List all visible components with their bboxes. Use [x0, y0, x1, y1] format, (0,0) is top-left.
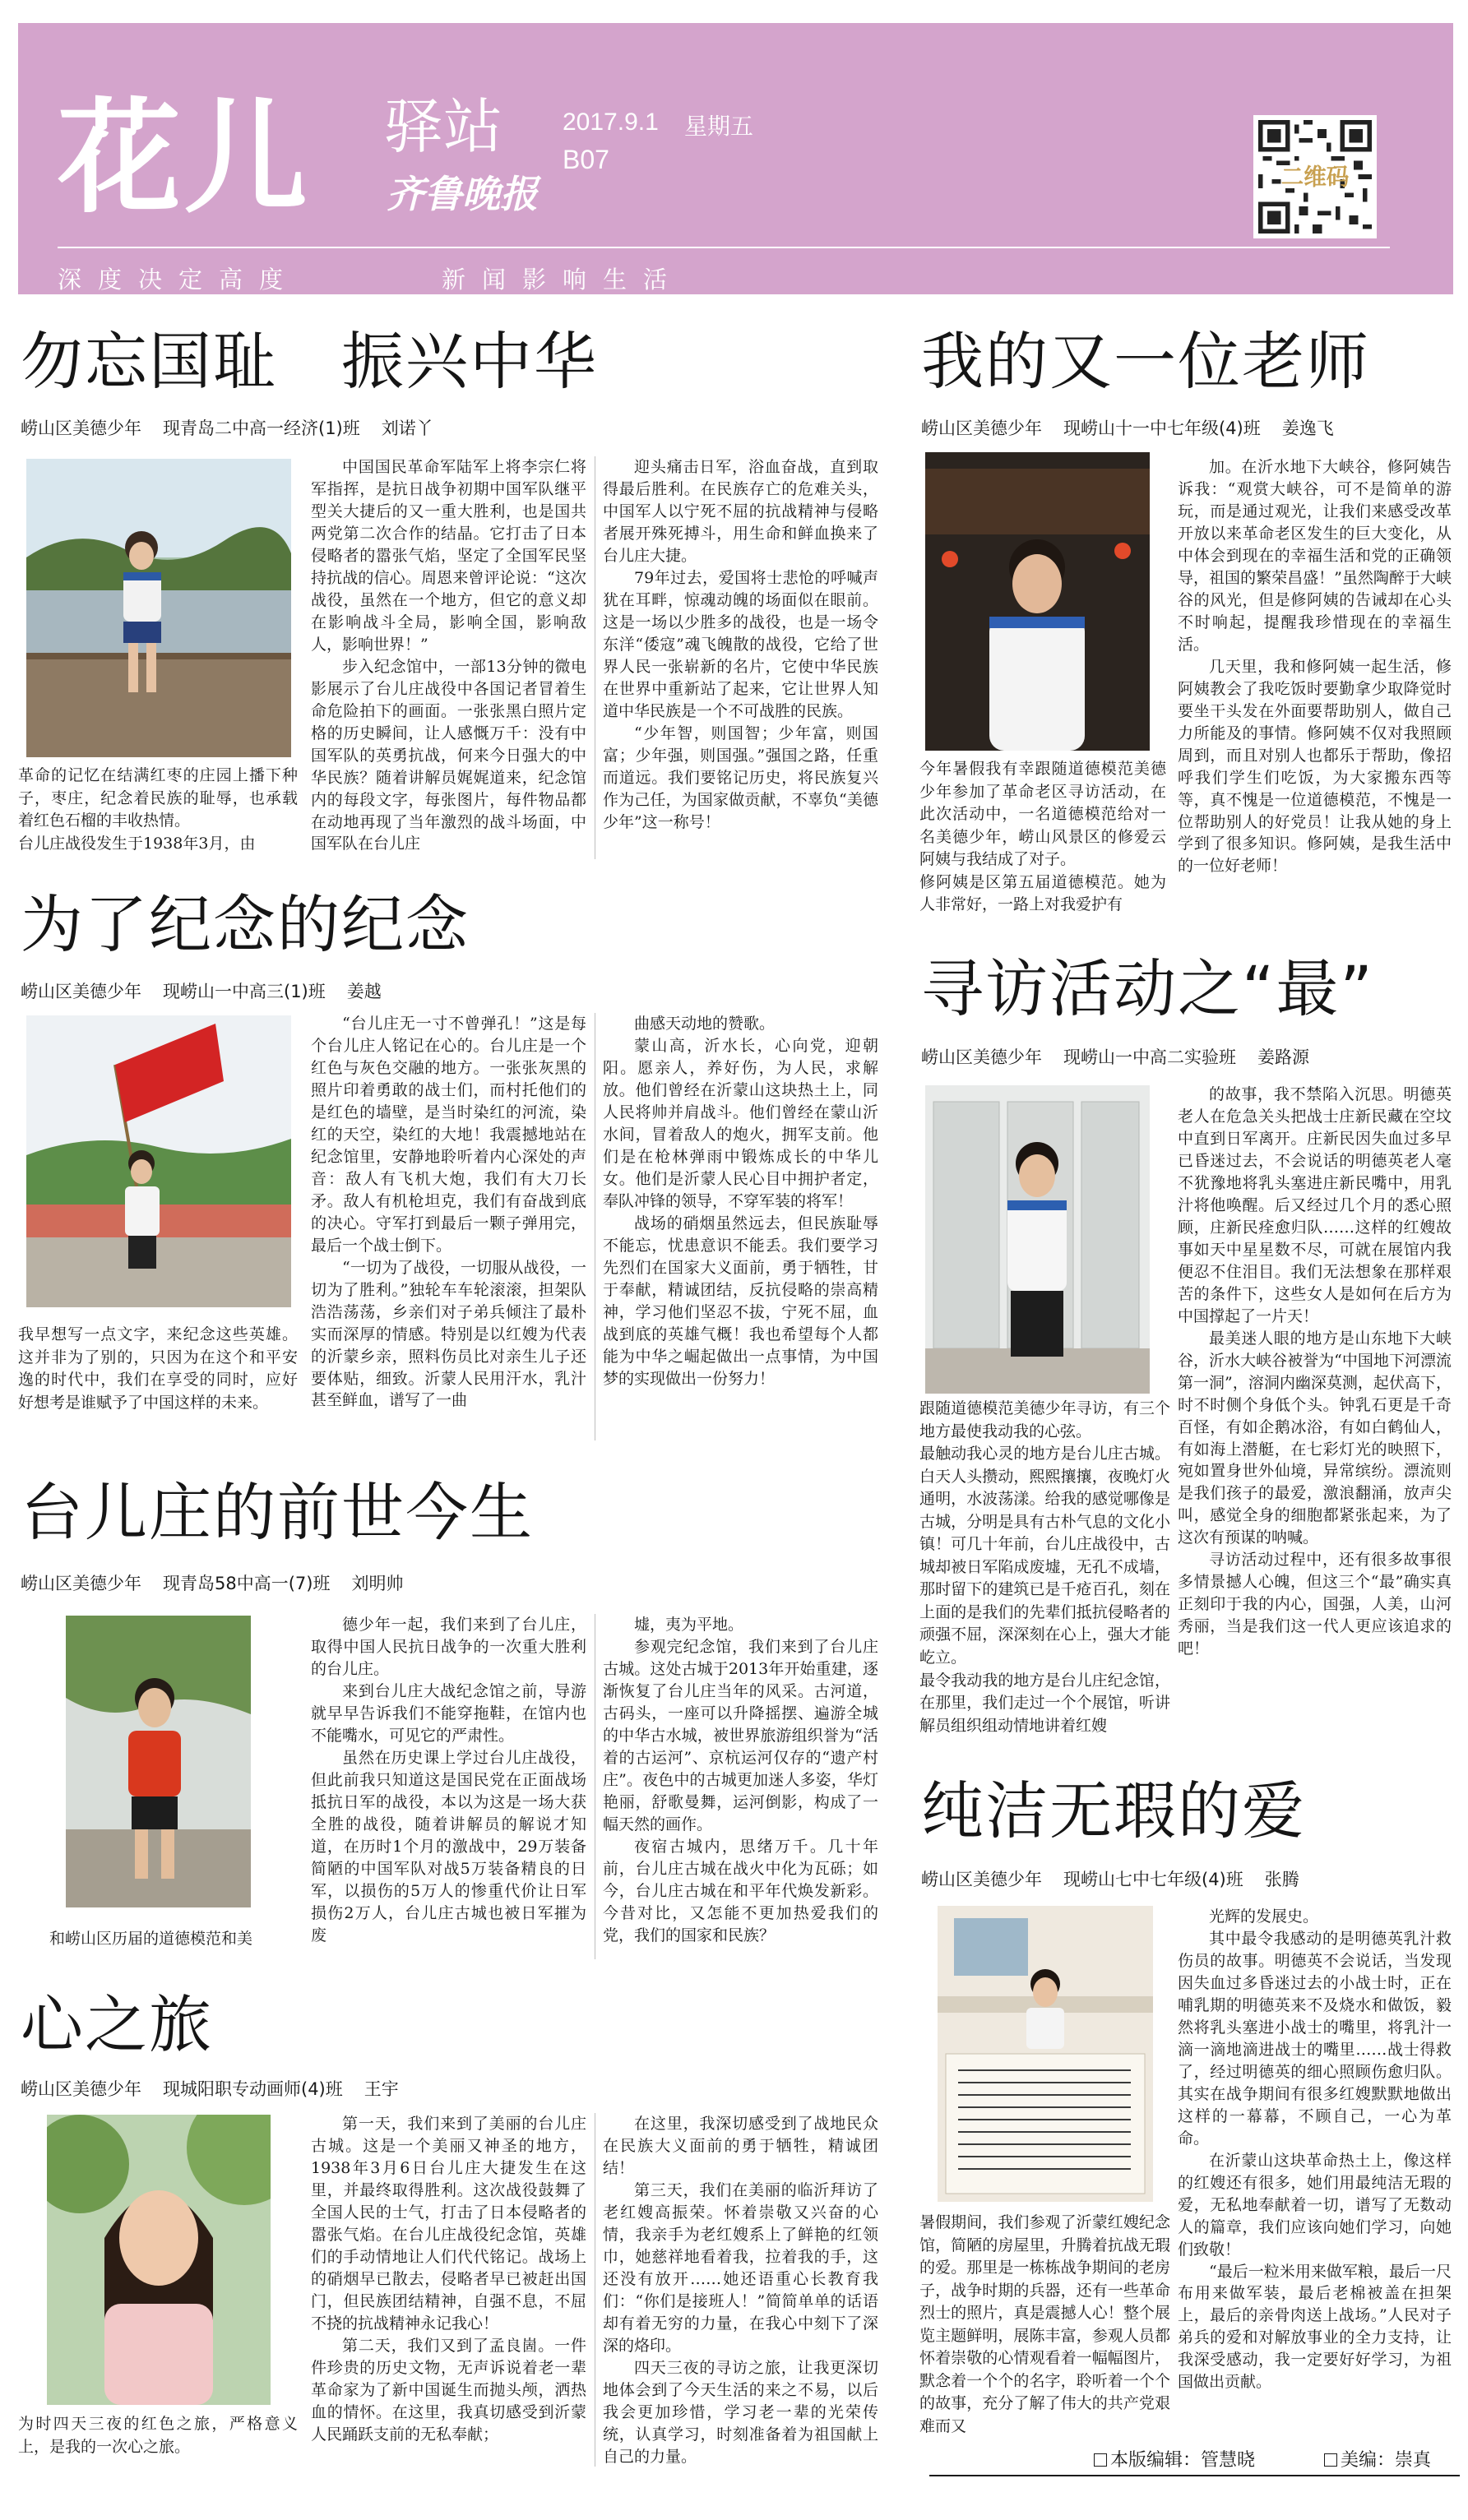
article-byline	[21, 978, 403, 1003]
byline-school: 现崂山七中七年级(4)班	[1063, 1870, 1243, 1889]
slogan-right: 新闻影响生活	[442, 266, 684, 294]
article-column: 光辉的发展史。 其中最令我感动的是明德英乳汁救伤员的故事。明德英不会说话，当发现因失血过多昏迷过去的小战士时，正在哺乳期的明德英来不及烧水和做饭，毅然将乳头塞进小战士的嘴里，将乳汁一滴一滴地滴进战士的嘴里……战士得救了，经过明德英的细心照顾伤愈归队。其实在战争期间有很多红嫂默默地做出这样的一幕幕，不顾自己，一心为革命。 在沂蒙山这块革命热土上，像这样的红嫂还有很多，她们用最纯洁无瑕的爱，无私地奉献着一切，谱写了无数动人的篇章，我们应该向她们学习，向她们致敬！ “最后一粒米用来做军粮，最后一尺布用来做军装，最后老棉被盖在担架上，最后的亲骨肉送上战场。”人民对子弟兵的爱和对解放事业的全力支持，让我深受感动，我一定要好好学习，为祖国做出贡献。	[1178, 1907, 1452, 2392]
masthead-section: 驿站	[384, 92, 503, 161]
byline-org: 崂山区美德少年	[921, 1870, 1042, 1889]
byline-org: 崂山区美德少年	[21, 2079, 141, 2099]
masthead-divider	[58, 247, 1390, 248]
article-photo	[925, 1085, 1150, 1394]
article-column-1: “台儿庄无一寸不曾弹孔！”这是每个台儿庄人铭记在心的。台儿庄是一个红色与灰色交融的地方。一张张灰黑的照片印着勇敢的战士们，而村托他们的是红色的墙壁，是当时染红的河流，染红的天空，染红的大地！我震撼地站在纪念馆里，安静地聆听着内心深处的声音：敌人有飞机大炮，我们有大刀长矛。敌人有机枪坦克，我们有奋战到底的决心。守军打到最后一颗子弹用完，最后一个战士倒下。 “一切为了战役，一切服从战役，一切为了胜利。”独轮车车轮滚滚，担架队浩浩荡荡，乡亲们对子弟兵倾注了最朴实而深厚的情感。特别是以红嫂为代表的沂蒙乡亲，照料伤员比对亲生儿子还要体贴，细致。沂蒙人民用汗水，乳汁甚至鲜血，谱写了一曲	[311, 1015, 586, 1410]
byline-author: 姜路源	[1257, 1047, 1309, 1067]
byline-school: 现城阳职专动画师(4)班	[163, 2079, 343, 2099]
article-column-2: 曲感天动地的赞歌。 蒙山高，沂水长，心向党，迎朝阳。愿亲人，养好伤，为人民，求解放。他们曾经在沂蒙山这块热土上，同人民将帅并肩战斗。他们曾经在蒙山沂水间，冒着敌人的炮火，拥军支前。他们是在枪林弹雨中锻炼成长的中华儿女。他们是沂蒙人民心目中拥护者定，奉队冲锋的领导，不穿军装的将军！ 战场的硝烟虽然远去，但民族耻辱不能忘，忧患意识不能丢。我们要学习先烈们在国家大义面前，勇于牺牲，甘于奉献，精诚团结，反抗侵略的崇高精神，学习他们坚忍不拔，宁死不屈，血战到底的英雄气概！我也希望每个人都能为中华之崛起做出一点事情，为中国梦的实现做出一份努力！	[603, 1015, 878, 1388]
issue-date: 2017.9.1	[563, 109, 659, 136]
article-photo	[938, 1906, 1153, 2202]
article-column-1: 第一天，我们来到了美丽的台儿庄古城。这是一个美丽又神圣的地方，1938年3月6日台儿庄大捷发生在这里，并最终取得胜利。这次战役鼓舞了全国人民的士气，打击了日本侵略者的嚣张气焰。在台儿庄战役纪念馆，英雄们的手动情地让人们代代铭记。战场上的硝烟早已散去，侵略者早已被赶出国门，但民族团结精神，自强不息，不屈不挠的抗战精神永记我心！ 第二天，我们又到了孟良崮。一件件珍贵的历史文物，无声诉说着老一辈革命家为了新中国诞生而抛头颅，洒热血的情怀。在这里，我真切感受到沂蒙人民踊跃支前的无私奉献；	[311, 2115, 586, 2444]
masthead-logo: 花儿	[58, 87, 312, 230]
article-title: 纯洁无瑕的爱	[921, 1774, 1306, 1847]
article-byline	[921, 1866, 1321, 1891]
article-column-2: 墟，夷为平地。 参观完纪念馆，我们来到了台儿庄古城。这处古城于2013年开始重建，逐渐恢复了台儿庄当年的风采。古河道，古码头，一座可以升降摇摆、遍游全城的中华古水城，被世界旅游组织誉为“活着的古运河”、京杭运河仅存的“遗产村庄”。夜色中的古城更加迷人多姿，华灯艳丽，舒歌曼舞，运河倒影，构成了一幅天然的画作。 夜宿古城内，思绪万千。几十年前，台儿庄古城在战火中化为瓦砾；如今，台儿庄古城在和平年代焕发新彩。今昔对比，又怎能不更加热爱我们的党，我们的国家和民族？	[603, 1616, 878, 1944]
article-photo	[26, 459, 291, 757]
qr-label: 二维码	[1280, 163, 1350, 191]
qr-code-icon	[1253, 115, 1377, 238]
article-title: 寻访活动之“最”	[921, 952, 1374, 1025]
footer-rule	[929, 2475, 1460, 2476]
byline-org: 崂山区美德少年	[21, 1574, 141, 1593]
article-title: 台儿庄的前世今生	[21, 1476, 534, 1549]
article-lead: 暑假期间，我们参观了沂蒙红嫂纪念馆，简陋的房屋里，升腾着抗战无瑕的爱。那里是一栋栋战争期间的老房子，战争时期的兵器，还有一些革命烈士的照片，真是震撼人心！整个展览主题鲜明，展陈丰富，参观人员都怀着崇敬的心情观看着一幅幅图片，默念着一个个的名字，聆听着一个个的故事，充分了解了伟大的共产党艰难而又	[919, 2213, 1170, 2434]
byline-org: 崂山区美德少年	[21, 418, 141, 438]
article-photo	[47, 2115, 271, 2405]
byline-school: 现青岛58中高一(7)班	[163, 1574, 331, 1593]
masthead	[18, 23, 1453, 294]
article-lead: 和崂山区历届的道德模范和美	[49, 1930, 253, 1948]
article-title: 勿忘国耻 振兴中华	[21, 325, 598, 398]
issue-weekday: 星期五	[684, 113, 754, 140]
byline-author: 刘诺丫	[381, 418, 433, 438]
article-lead: 跟随道德模范美德少年寻访，有三个地方最使我动我的心弦。 最触动我心灵的地方是台儿庄古城。白天人头攒动，熙熙攘攘，夜晚灯火通明，水波荡漾。给我的感觉哪像是古城，分明是具有古朴气息的文化小镇！可几十年前，台儿庄战役中，古城却被日军陷成废墟，无孔不成墙，那时留下的建筑已是千疮百孔，刻在上面的是我们的先辈们抵抗侵略者的顽强不屈，深深刻在心上，强大才能屹立。 最令我动我的地方是台儿庄纪念馆，在那里，我们走过一个个展馆，听讲解员组织组动情地讲着红嫂	[919, 1399, 1170, 1735]
byline-author: 张腾	[1264, 1870, 1299, 1889]
byline-org: 崂山区美德少年	[921, 1047, 1042, 1067]
byline-school: 现青岛二中高一经济(1)班	[163, 418, 360, 438]
article-photo	[66, 1616, 251, 1907]
article-column: 加。在沂水地下大峡谷，修阿姨告诉我：“观赏大峡谷，可不是简单的游玩，而是通过观光，让我们来感受改革开放以来革命老区发生的巨大变化，从中体会到现在的幸福生活和党的正确领导，祖国的繁荣昌盛！”虽然陶醉于大峡谷的风光，但是修阿姨的告诫却在心头不时响起，提醒我珍惜现在的幸福生活。 几天里，我和修阿姨一起生活，修阿姨教会了我吃饭时要勤拿少取降觉时要坐干头发在外面要帮助别人，做自己力所能及的事情。修阿姨不仅对我照顾周到，而且对别人也都乐于帮助，像招呼我们学生们吃饭，为大家搬东西等等，真不愧是一位道德模范，不愧是一位帮助别人的好党员！让我从她的身上学到了很多知识。修阿姨，是我生活中的一位好老师！	[1178, 458, 1452, 876]
slogan-left: 深度决定高度	[58, 266, 300, 294]
byline-school: 现崂山一中高三(1)班	[163, 982, 326, 1001]
article-column-1: 中国国民革命军陆军上将李宗仁将军指挥，是抗日战争初期中国军队继平型关大捷后的又一重大胜利，也是国共两党第二次合作的结晶。它打击了日本侵略者的嚣张气焰，坚定了全国军民坚持抗战的信心。周恩来曾评论说：“这次战役，虽然在一个地方，但它的意义却在影响战斗全局，影响全国，影响敌人，影响世界！” 步入纪念馆中，一部13分钟的微电影展示了台儿庄战役中各国记者冒着生命危险拍下的画面。一张张黑白照片定格的历史瞬间，让人感慨万千：没有中国军队的英勇抗战，何来今日强大的中华民族？随着讲解员娓娓道来，纪念馆内的每段文字，每张图片，每件物品都在动地再现了当年激烈的战斗场面，中国军队在台儿庄	[311, 458, 586, 853]
byline-author: 刘明帅	[351, 1574, 404, 1593]
article-column-2: 迎头痛击日军，浴血奋战，直到取得最后胜利。在民族存亡的危难关头，中国军人以宁死不屈的抗战精神与侵略者展开殊死搏斗，用生命和鲜血换来了台儿庄大捷。 79年过去，爱国将士悲怆的呼喊声犹在耳畔，惊魂动魄的场面似在眼前。这是一场以少胜多的战役，也是一场令东洋“倭寇”魂飞魄散的战役，它给了世界人民一张崭新的名片，它使中华民族在世界中重新站了起来，它让世界人知道中华民族是一个不可战胜的民族。 “少年智，则国智；少年富，则国富；少年强，则国强。”强国之路，任重而道远。我们要铭记历史，将民族复兴作为己任，为国家做贡献，不辜负“美德少年”这一称号！	[603, 458, 878, 831]
footer-editor: 本版编辑：管慧晓	[1094, 2446, 1255, 2471]
article-lead: 我早想写一点文字，来纪念这些英雄。这并非为了别的，只因为在这个和平安逸的时代中，我们在享受的同时，应好好想考是谁赋予了中国这样的未来。	[18, 1325, 298, 1412]
article-column: 的故事，我不禁陷入沉思。明德英老人在危急关头把战士庄新民藏在空坟中直到日军离开。庄新民因失血过多早已昏迷过去，不会说话的明德英老人毫不犹豫地将乳头塞进庄新民嘴中，用乳汁将他唤醒。后又经过几个月的悉心照顾，庄新民痊愈归队……这样的红嫂故事如天中星星数不尽，可就在展馆内我便忍不住泪目。我们无法想象在那样艰苦的条件下，这些女人是如何在后方为中国撑起了一片天！ 最美迷人眼的地方是山东地下大峡谷，沂水大峡谷被誉为“中国地下河漂流第一洞”，溶洞内幽深莫测，起伏高下，时不时侧个身低个头。钟乳石更是千奇百怪，有如企鹅冰浴，有如白鹤仙人，有如海上潜艇，在七彩灯光的映照下，宛如置身世外仙境，异常缤纷。漂流则是我们孩子的最爱，激浪翻涌，放声尖叫，感觉全身的细胞都紧张起来，为了这次有预谋的呐喊。 寻访活动过程中，还有很多故事很多情景撼人心魄，但这三个“最”确实真正刻印于我的内心，国强，人美，山河秀丽，当是我们这一代人更应该追求的吧！	[1178, 1085, 1452, 1658]
article-photo	[925, 452, 1150, 751]
article-byline	[921, 1044, 1331, 1069]
byline-org: 崂山区美德少年	[921, 418, 1042, 438]
byline-author: 姜逸飞	[1281, 418, 1334, 438]
article-byline	[21, 415, 455, 440]
issue-page: B07	[563, 145, 609, 174]
article-column-1: 德少年一起，我们来到了台儿庄，取得中国人民抗日战争的一次重大胜利的台儿庄。 来到台儿庄大战纪念馆之前，导游就早早告诉我们不能穿拖鞋，在馆内也不能嘴水，可见它的严肃性。 虽然在历史课上学过台儿庄战役，但此前我只知道这是国民党在正面战场抵抗日军的战役，本以为这是一场大获全胜的战役，随着讲解员的解说才知道，在历时1个月的激战中，29万装备简陋的中国军队对战5万装备精良的日军，以损伤的5万人的惨重代价让日军损伤2万人，台儿庄古城也被日军摧为废	[311, 1616, 586, 1944]
byline-school: 现崂山一中高二实验班	[1063, 1047, 1236, 1067]
article-column-2: 在这里，我深切感受到了战地民众在民族大义面前的勇于牺牲，精诚团结！ 第三天，我们在美丽的临沂拜访了老红嫂高振荣。怀着崇敬又兴奋的心情，我亲手为老红嫂系上了鲜艳的红领巾，她慈祥地看着我，拉着我的手，这还没有放开……她还语重心长教育我们：“你们是接班人！”简简单单的话语却有着无穷的力量，在我心中刻下了深深的烙印。 四天三夜的寻访之旅，让我更深切地体会到了今天生活的来之不易，以后我会更加珍惜，学习老一辈的光荣传统，认真学习，时刻准备着为祖国献上自己的力量。	[603, 2115, 878, 2466]
byline-school: 现崂山十一中七年级(4)班	[1063, 418, 1261, 438]
article-lead: 革命的记忆在结满红枣的庄园上播下种子，枣庄，纪念着民族的耻辱，也承载着红色石榴的丰收热情。 台儿庄战役发生于1938年3月，由	[18, 766, 298, 853]
article-title: 为了纪念的纪念	[21, 888, 470, 961]
article-byline	[921, 415, 1355, 440]
square-icon	[1324, 2453, 1337, 2467]
square-icon	[1094, 2453, 1107, 2467]
footer-designer: 美编：崇真	[1324, 2446, 1431, 2471]
paper-name: 齐鲁晚报	[387, 172, 538, 216]
byline-org: 崂山区美德少年	[21, 982, 141, 1001]
article-lead: 今年暑假我有幸跟随道德模范美德少年参加了革命老区寻访活动，在此次活动中，一名道德模范给对一名美德少年，崂山风景区的修爱云阿姨与我结成了对子。 修阿姨是区第五届道德模范。她为人非常好，一路上对我爱护有	[919, 760, 1166, 914]
article-byline	[21, 1570, 424, 1595]
article-byline	[21, 2076, 420, 2101]
byline-author: 王宇	[364, 2079, 399, 2099]
article-lead: 为时四天三夜的红色之旅，严格意义上，是我的一次心之旅。	[18, 2415, 298, 2456]
article-title: 心之旅	[21, 1988, 213, 2061]
article-title: 我的又一位老师	[921, 325, 1370, 398]
byline-author: 姜越	[346, 982, 382, 1001]
article-photo	[26, 1015, 291, 1307]
